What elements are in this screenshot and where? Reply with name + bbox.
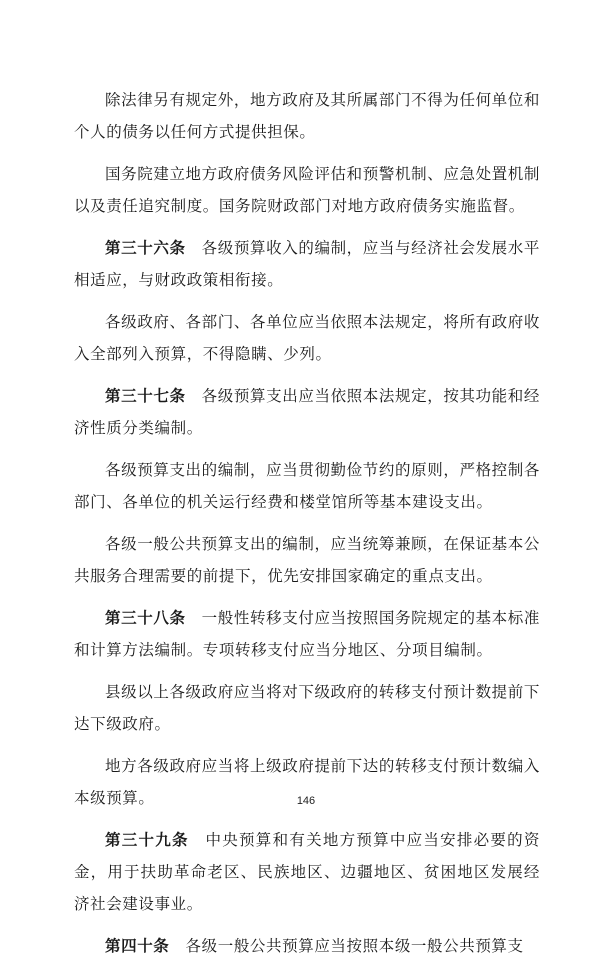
paragraph: 各级一般公共预算支出的编制，应当统筹兼顾，在保证基本公共服务合理需要的前提下，优先安排国家确定的重点支出。 [74, 535, 540, 585]
article-number: 第三十六条 [105, 238, 186, 257]
paragraph: 县级以上各级政府应当将对下级政府的转移支付预计数提前下达下级政府。 [74, 683, 540, 733]
article-number: 第三十九条 [105, 830, 189, 849]
paragraph: 第三十八条 一般性转移支付应当按照国务院规定的基本标准和计算方法编制。专项转移支付应当分地区、分项目编制。 [74, 608, 540, 659]
paragraph: 第三十七条 各级预算支出应当依照本法规定，按其功能和经济性质分类编制。 [74, 386, 540, 437]
document-page [74, 84, 540, 972]
article-number: 第三十七条 [105, 386, 186, 405]
paragraph: 第三十六条 各级预算收入的编制，应当与经济社会发展水平相适应，与财政政策相衔接。 [74, 238, 540, 289]
paragraph: 各级预算支出的编制，应当贯彻勤俭节约的原则，严格控制各部门、各单位的机关运行经费和楼堂馆所等基本建设支出。 [74, 461, 540, 511]
paragraph: 除法律另有规定外，地方政府及其所属部门不得为任何单位和个人的债务以任何方式提供担保。 [74, 91, 540, 141]
paragraph: 地方各级政府应当将上级政府提前下达的转移支付预计数编入本级预算。 [74, 757, 540, 807]
article-number: 第四十条 [105, 936, 170, 955]
article-number: 第三十八条 [105, 608, 186, 627]
paragraph: 国务院建立地方政府债务风险评估和预警机制、应急处置机制以及责任追究制度。国务院财政部门对地方政府债务实施监督。 [74, 165, 540, 215]
paragraph: 第四十条 各级一般公共预算应当按照本级一般公共预算支 [105, 936, 524, 955]
page-number: 146 [296, 795, 316, 807]
paragraph: 第三十九条 中央预算和有关地方预算中应当安排必要的资金，用于扶助革命老区、民族地区、边疆地区、贫困地区发展经济社会建设事业。 [74, 830, 540, 913]
paragraph: 各级政府、各部门、各单位应当依照本法规定，将所有政府收入全部列入预算，不得隐瞒、少列。 [74, 313, 540, 363]
